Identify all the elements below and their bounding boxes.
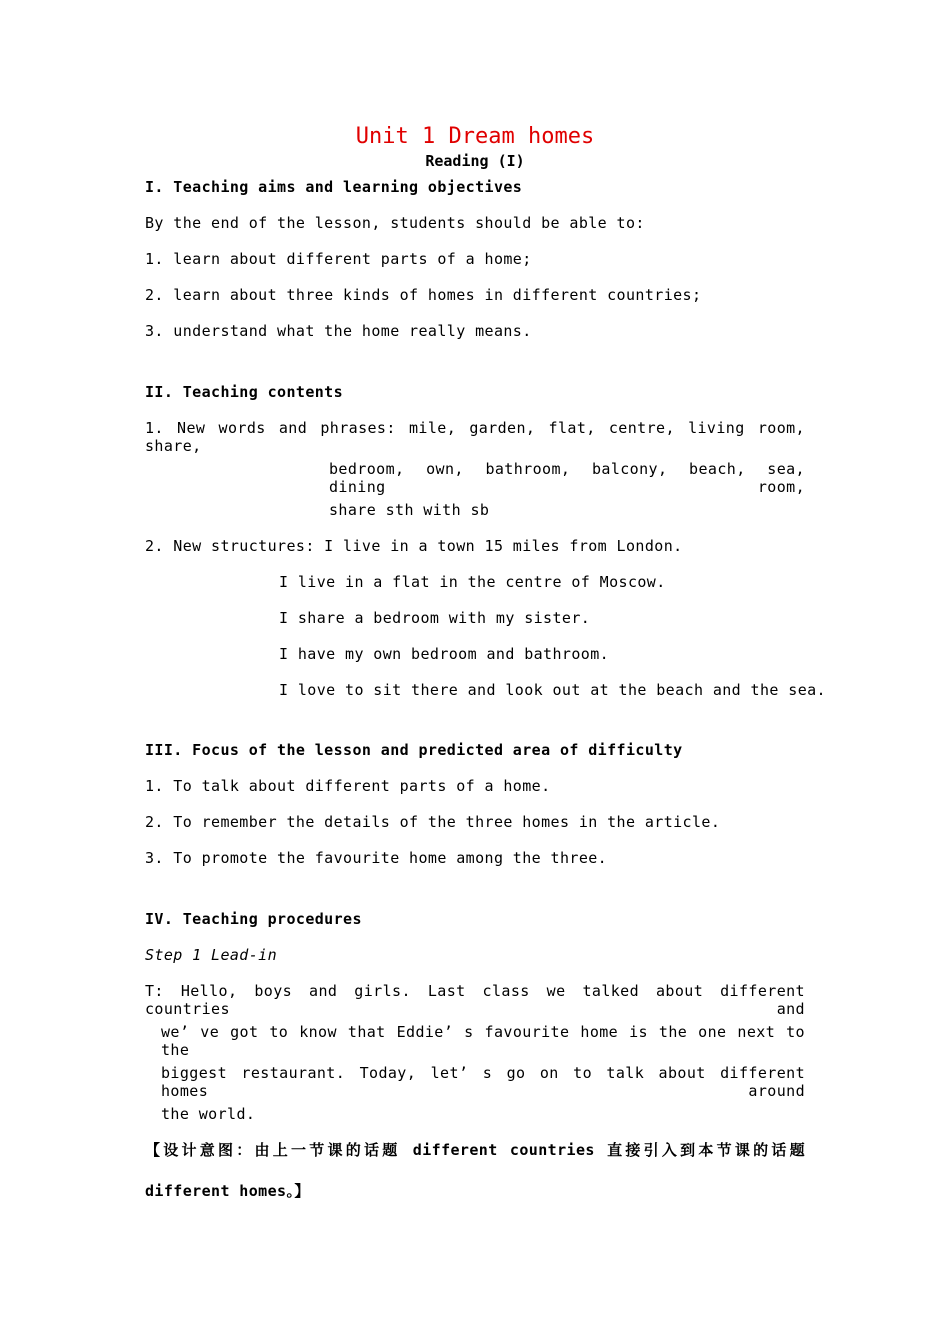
teacher-line: biggest restaurant. Today, let’ s go on to talk about different homes around — [161, 1064, 805, 1100]
design-intent-line: 【设计意图：由上一节课的话题 different countries 直接引入到本节课的话题 — [145, 1141, 805, 1159]
document-title: Unit 1 Dream homes — [355, 124, 595, 149]
section-heading-procedures: IV. Teaching procedures — [145, 910, 362, 928]
section-heading-contents: II. Teaching contents — [145, 383, 344, 401]
aims-item: 1. learn about different parts of a home; — [145, 250, 532, 268]
teacher-line: the world. — [161, 1105, 256, 1123]
section-heading-focus: III. Focus of the lesson and predicted area of difficulty — [145, 741, 683, 759]
structure-item: I live in a flat in the centre of Moscow. — [279, 573, 666, 591]
words-phrases-line: bedroom, own, bathroom, balcony, beach, sea, dining room, — [329, 460, 805, 496]
aims-item: 3. understand what the home really means. — [145, 322, 532, 340]
design-intent-line: different homes。】 — [145, 1182, 310, 1200]
words-phrases-line: share sth with sb — [329, 501, 490, 519]
section-heading-aims: I. Teaching aims and learning objectives — [145, 178, 523, 196]
structure-item: I love to sit there and look out at the beach and the sea. — [279, 681, 826, 699]
structures-line: 2. New structures: I live in a town 15 miles from London. — [145, 537, 683, 555]
focus-item: 3. To promote the favourite home among the three. — [145, 849, 608, 867]
aims-item: 2. learn about three kinds of homes in different countries; — [145, 286, 702, 304]
step-heading: Step 1 Lead-in — [145, 946, 278, 964]
focus-item: 2. To remember the details of the three homes in the article. — [145, 813, 721, 831]
words-phrases-line: 1. New words and phrases: mile, garden, flat, centre, living room, share, — [145, 419, 805, 455]
aims-intro: By the end of the lesson, students should be able to: — [145, 214, 645, 232]
focus-item: 1. To talk about different parts of a home. — [145, 777, 551, 795]
structure-item: I share a bedroom with my sister. — [279, 609, 591, 627]
teacher-line: we’ ve got to know that Eddie’ s favourite home is the one next to the — [161, 1023, 805, 1059]
document-subtitle: Reading (I) — [425, 152, 525, 170]
structure-item: I have my own bedroom and bathroom. — [279, 645, 610, 663]
teacher-line: T: Hello, boys and girls. Last class we talked about different countries and — [145, 982, 805, 1018]
